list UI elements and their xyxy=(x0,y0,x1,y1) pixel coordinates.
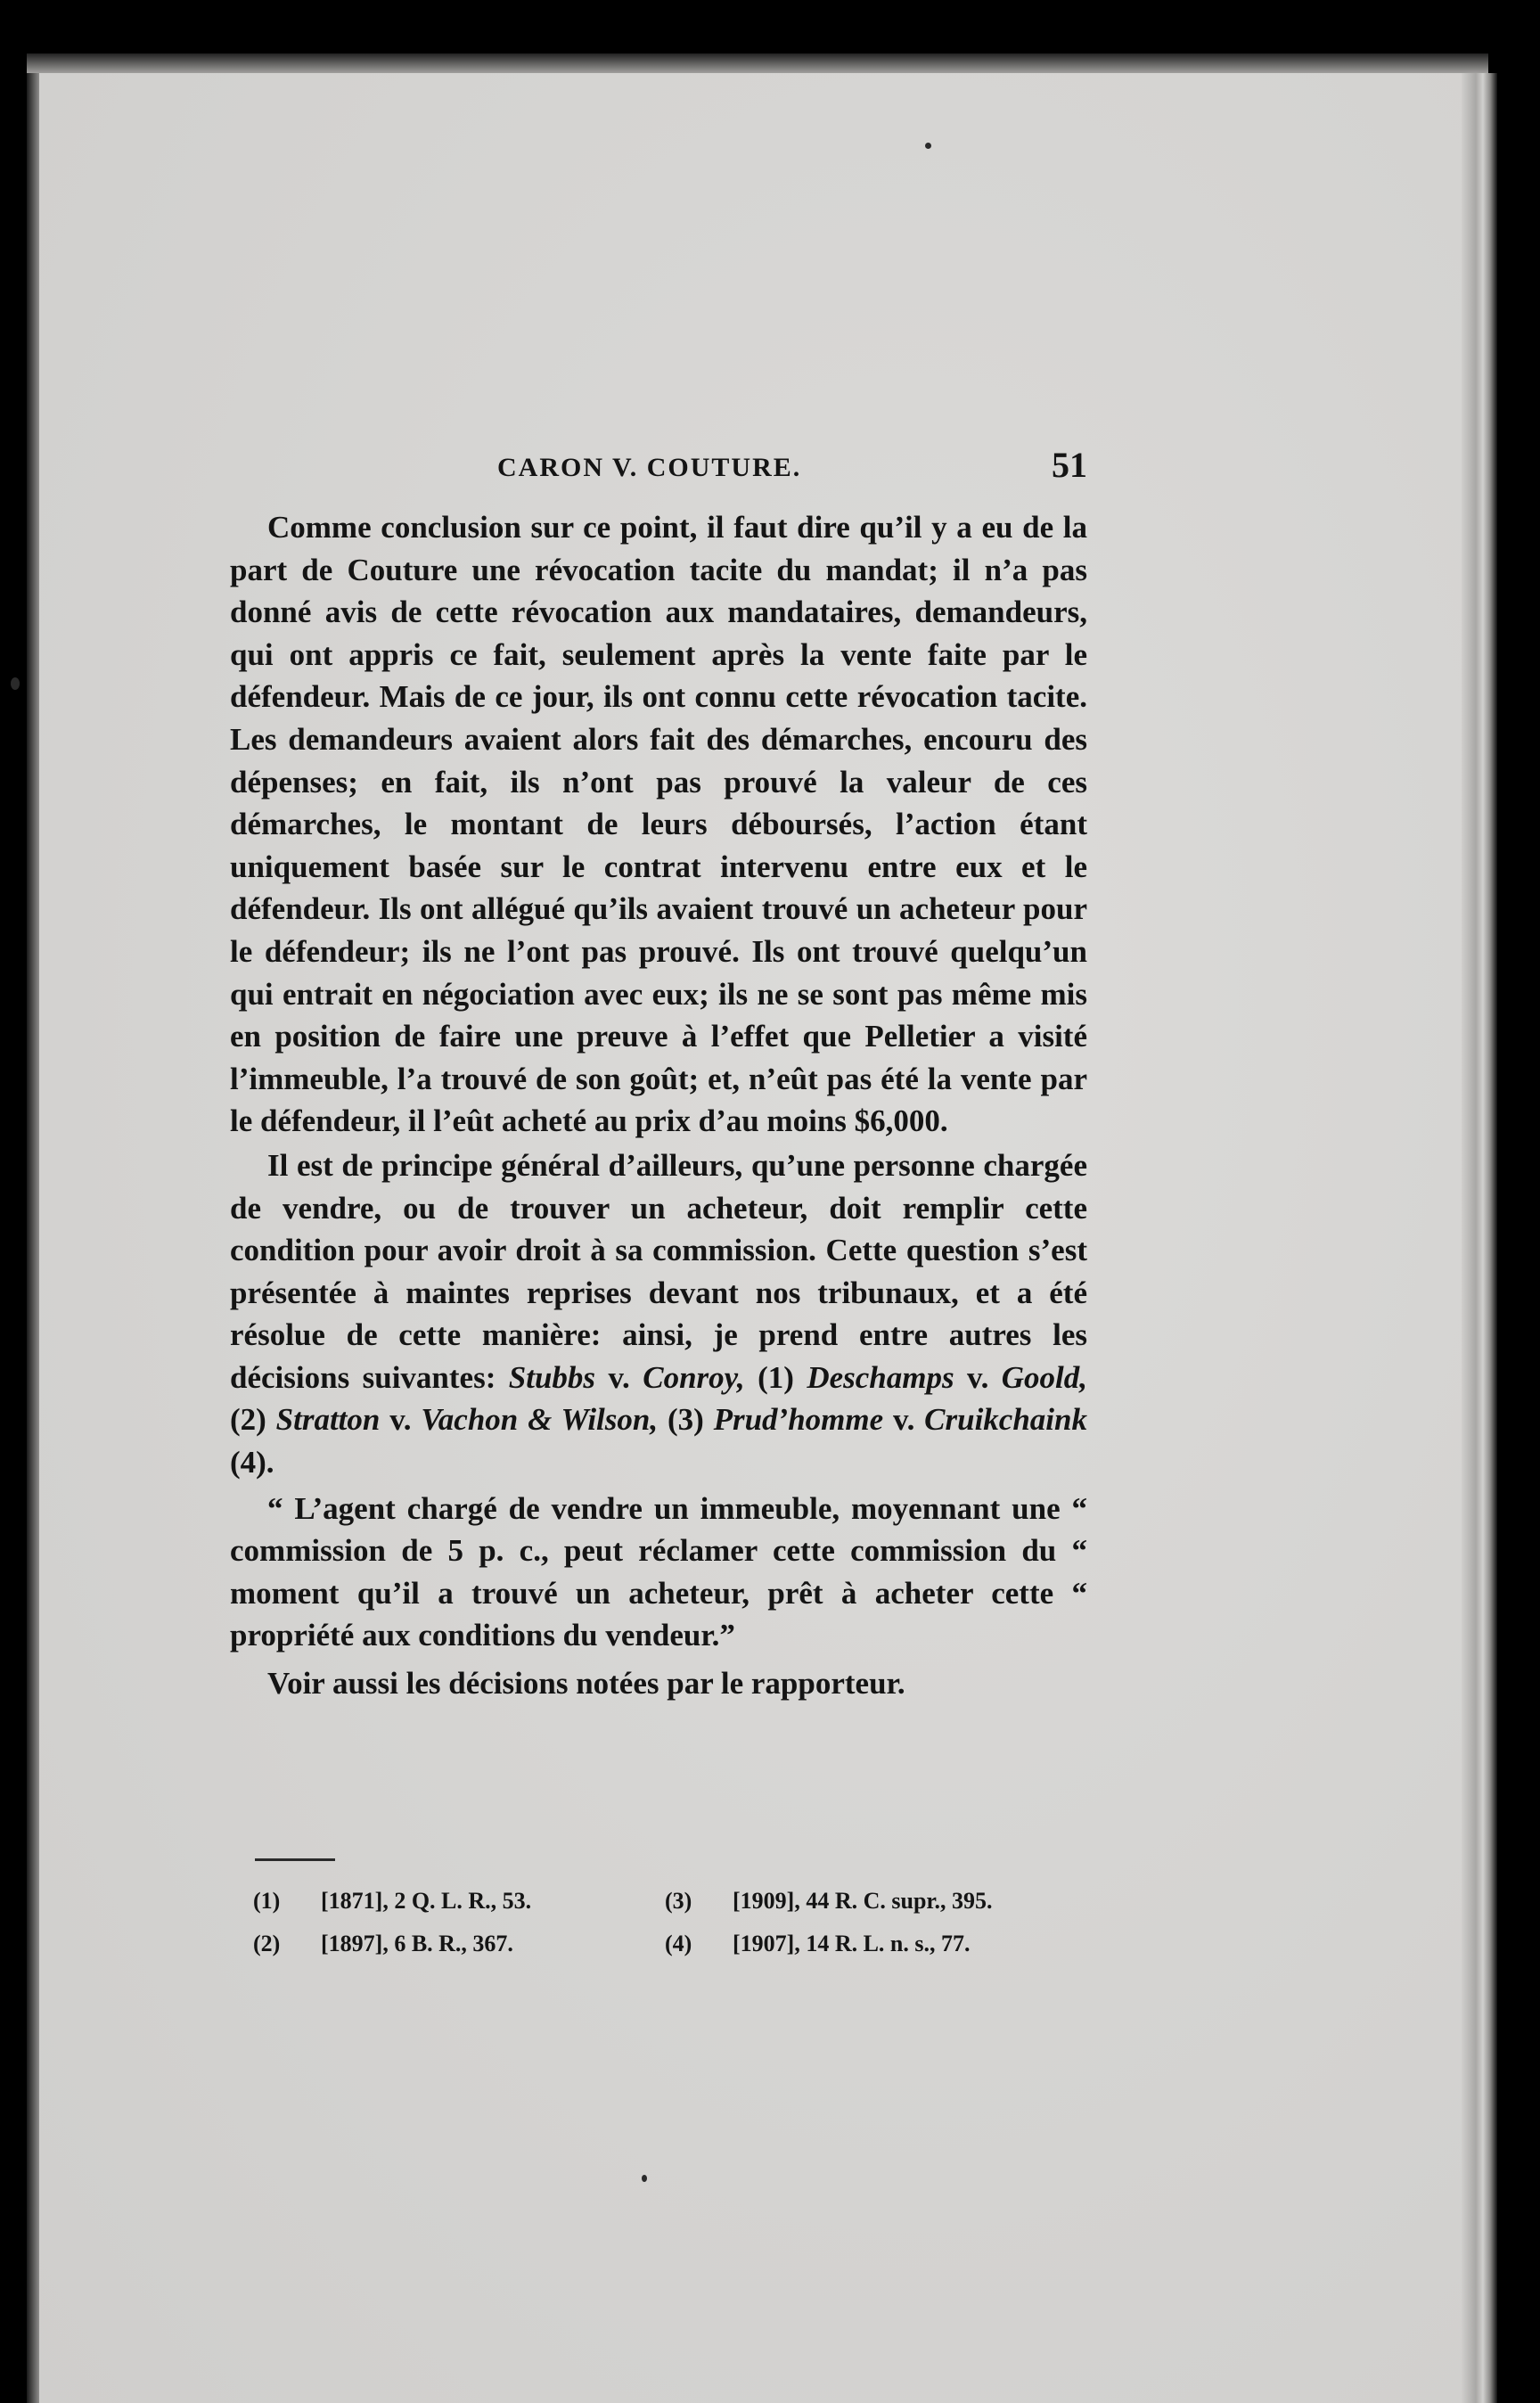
footnote-text: [1907], 14 R. L. n. s., 77. xyxy=(733,1931,971,1956)
principle-text: Il est de principe général d’ailleurs, qu’une personne chargée de vendre, ou de trouver un acheteur, doit remplir cette condition pour avoir droit à sa commission. Cette question s’est présentée à maintes reprises devant nos tribunaux, et a été résolue de cette manière: ainsi, je prend entre autres les décisions suivantes: xyxy=(230,1147,1087,1395)
footnote-item xyxy=(665,1888,993,1915)
page-right-edge xyxy=(1462,73,1497,2403)
case-versus: v. xyxy=(595,1359,643,1395)
page-number: 51 xyxy=(1052,445,1087,485)
case-party: Deschamps xyxy=(807,1359,954,1395)
case-party: Stubbs xyxy=(508,1359,596,1395)
footnote-item xyxy=(253,1888,531,1915)
case-party: Goold, xyxy=(1001,1359,1088,1395)
case-versus: v. xyxy=(954,1359,1002,1395)
footnote-text: [1871], 2 Q. L. R., 53. xyxy=(321,1888,532,1914)
paper-speck xyxy=(11,677,20,690)
footnotes xyxy=(253,1888,1100,1973)
running-title: CARON V. COUTURE. xyxy=(497,453,802,482)
footnote-number: (3) xyxy=(665,1888,692,1914)
paper-speck xyxy=(925,143,931,149)
case-party: Prud’homme xyxy=(713,1402,884,1438)
case-versus: v. xyxy=(380,1402,422,1438)
paragraph-principle xyxy=(230,1144,1087,1484)
quotation: “ L’agent chargé de vendre un immeuble, moyennant une “ commission de 5 p. c., peut réclamer cette commission du “ moment qu’il a trouvé un acheteur, prêt à acheter cette “ propriété aux conditions du vendeur.” xyxy=(230,1490,1087,1653)
footnote-item xyxy=(253,1931,513,1957)
paper-speck xyxy=(642,2175,647,2182)
footnote-number: (2) xyxy=(253,1931,281,1956)
case-versus: v. xyxy=(883,1402,925,1438)
page-left-edge xyxy=(27,73,39,2403)
footnote-item xyxy=(665,1931,971,1957)
footnote-row xyxy=(253,1931,1100,1973)
page-text-block xyxy=(230,444,1087,1705)
case-party: Cruikchaink xyxy=(924,1402,1087,1438)
running-head xyxy=(230,444,1087,506)
footnote-ref: (1) xyxy=(744,1359,807,1395)
footnote-text: [1897], 6 B. R., 367. xyxy=(321,1931,513,1956)
footnote-ref: (3) xyxy=(658,1402,714,1438)
paragraph-conclusion: Comme conclusion sur ce point, il faut dire qu’il y a eu de la part de Couture une révocation tacite du mandat; il n’a pas donné avis de cette révocation aux mandataires, demandeurs, qui ont appris ce fait, seulement après la vente faite par le défendeur. Mais de ce jour, ils ont connu cette révocation tacite. Les demandeurs avaient alors fait des démarches, encouru des dépenses; en fait, ils n’ont pas prouvé la valeur de ces démarches, le montant de leurs déboursés, l’action étant uniquement basée sur le contrat intervenu entre eux et le défendeur. Ils ont allégué qu’ils avaient trouvé un acheteur pour le défendeur; ils ne l’ont pas prouvé. Ils ont trouvé quelqu’un qui entrait en négociation avec eux; ils ne se sont pas même mis en position de faire une preuve à l’effet que Pelletier a visité l’immeuble, l’a trouvé de son goût; et, n’eût pas été la vente par le défendeur, il l’eût acheté au prix d’au moins $6,000. xyxy=(230,510,1087,1139)
footnote-rule xyxy=(255,1858,335,1861)
case-party: Conroy, xyxy=(643,1359,745,1395)
footnote-number: (4) xyxy=(665,1931,692,1956)
footnote-text: [1909], 44 R. C. supr., 395. xyxy=(733,1888,993,1914)
footnote-number: (1) xyxy=(253,1888,281,1914)
case-party: Stratton xyxy=(275,1402,381,1438)
paragraph-see-also: Voir aussi les décisions notées par le rapporteur. xyxy=(267,1666,905,1702)
footnote-ref: (2) xyxy=(230,1402,276,1438)
case-party: Vachon & Wilson, xyxy=(421,1402,659,1438)
footnote-ref: (4). xyxy=(230,1445,274,1480)
footnote-row xyxy=(253,1888,1100,1931)
